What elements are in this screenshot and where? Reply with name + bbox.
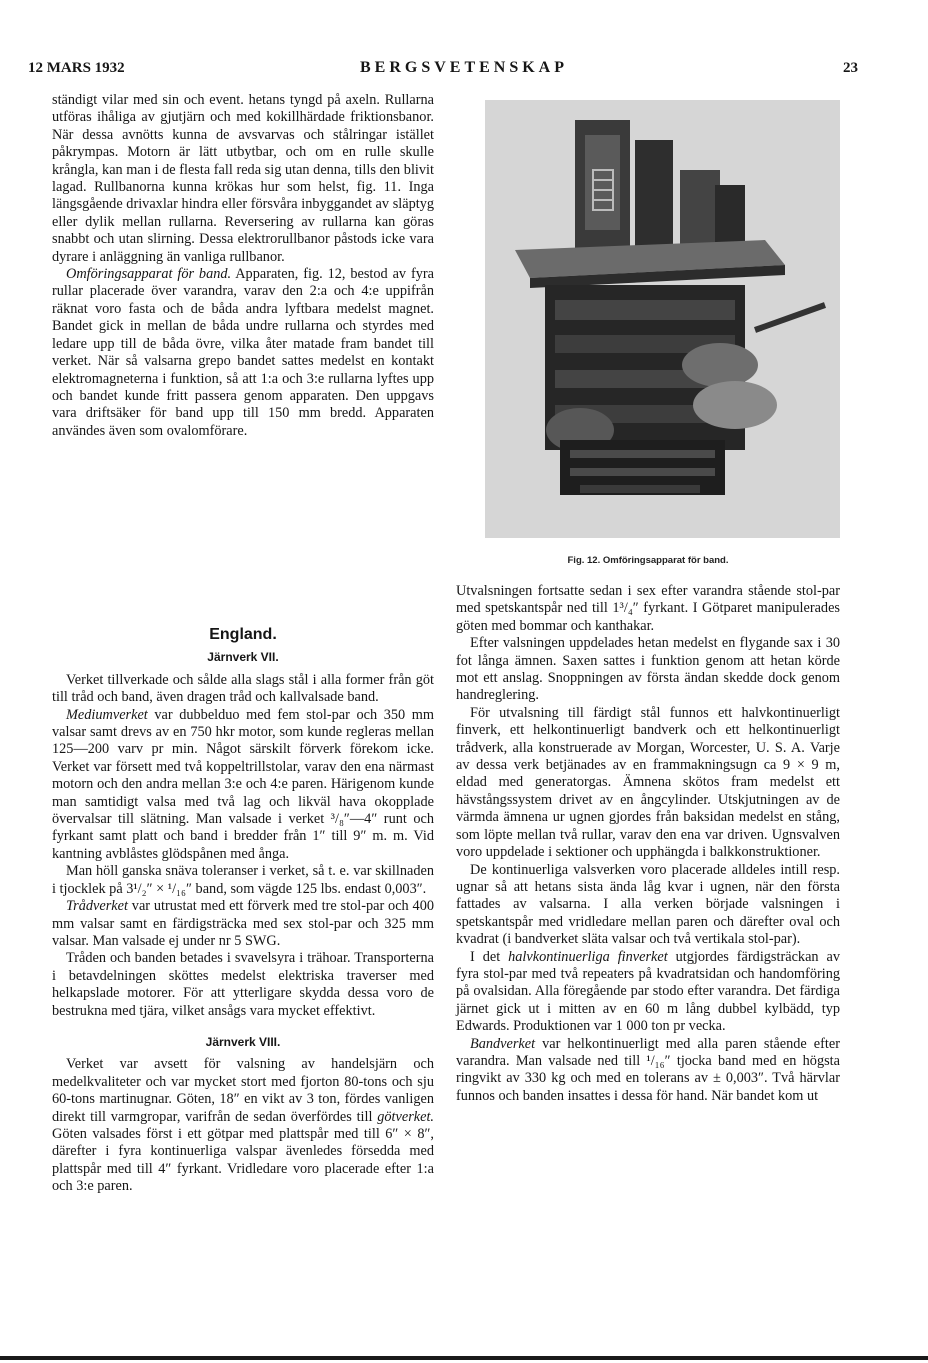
paragraph-text: I det	[470, 948, 509, 965]
section-heading-works: Järnverk VII.	[207, 650, 279, 665]
header-date: 12 MARS 1932	[28, 60, 125, 76]
paragraph: Tråden och banden betades i svavelsyra i trähoar. Transporterna i betavdelningen sköttes medelst elektriska traverser med helkapslade motorer. För att ytterligare skydda dessa voro de bestrukna med tjära, vilket ansågs vara mycket effektivt.	[52, 950, 434, 1019]
paragraph	[52, 707, 434, 864]
paragraph: Efter valsningen uppdelades hetan medelst en flygande sax i 30 fot långa ämnen. Saxen sattes i funktion genom att hetan körde mot ett anslag. Snoppningen av första ändan skedde dock genom handreglering.	[456, 635, 840, 704]
figure-caption: Fig. 12. Omföringsapparat för band.	[567, 555, 729, 566]
section-heading-country: England.	[209, 626, 277, 643]
paragraph-text: Verket var avsett för valsning av handelsjärn och medelkvaliteter och var mycket stort med fjorton 80-tons och sju 60-tons martinugnar. Göten, 18″ en vikt av 3 ton, fördes vanligen direkt till varmgropar, varifrån de sedan överfördes till	[52, 1056, 434, 1125]
run-in-heading: Trådverket	[66, 898, 128, 915]
run-in-heading: Bandverket	[470, 1035, 536, 1052]
page-number: 23	[843, 60, 858, 76]
bottom-rule	[0, 1356, 928, 1360]
paragraph: Verket tillverkade och sålde alla slags stål i alla former från göt till tråd och band, även dragen tråd och kallvalsade band.	[52, 671, 434, 706]
paragraph-text: var helkontinuerligt med alla paren stående efter varandra. Man valsade ned till ¹/₁₆″ tjocka band med en högsta ringvikt av 330 kg och med en tolerans av ± 0,003″. Två härvlar funnos och banden insattes i dessa för hand. När bandet kom ut	[456, 1035, 840, 1104]
figure-photo-transfer-apparatus	[485, 100, 840, 538]
machine-illustration	[485, 100, 840, 538]
paragraph	[52, 898, 434, 950]
paragraph: För utvalsning till färdigt stål funnos ett halvkontinuerligt finverk, ett helkontinuerligt bandverk och ett helkontinuerligt trådverk, alla konstruerade av Morgan, Worcester, U. S. A. Varje av dessa verk betjänades av en frammakningsugn ca 9 × 9 m, eldad med generatorgas. Ämnena skötos fram medelst ett hävstångssystem drivet av en ångcylinder. Utskjutningen av de värmda ämnena ur ugnen gjordes från baksidan medelst en stång, som löpte mellan två rullar, varav den ena var driven. Ugnsvalven voro uppdelade i sektioner och upphängda i balkkonstruktioner.	[456, 704, 840, 861]
left-column-lower	[52, 612, 434, 1196]
paragraph: ständigt vilar med sin och event. hetans tyngd på axeln. Rullarna utföras ihåliga av gjutjärn och med kokillhärdade friktionsbanor. När dessa avnötts kunna de avsvarvas och stålringar istället påkrympas. Motorn är lätt utbytbar, och om en rulle skulle krångla, kan man i de flesta fall reda sig utan denna, tills den blivit lagad. Rullbanorna kunna krökas hur som helst, fig. 11. Inga längsgående drivaxlar hindra eller försvåra inbyggandet av släptyg eller dylik mellan rullarna. Reversering av rullarna kan göras snabbt och utan slirning. Dessa elektrorullbanor påstods icke vara dyrare i anläggning än vanliga rullbanor.	[52, 92, 434, 265]
paragraph: De kontinuerliga valsverken voro placerade alldeles intill resp. ugnar så att hetans sista ända låg kvar i ugnen, när den första fattades av valsarna. I alla verken började valsningen i spetskantspår med vridledare mellan paren och därefter oval och kvadrat (i bandverket släta valsar och två vertikala stol-par).	[456, 861, 840, 948]
paragraph: Utvalsningen fortsatte sedan i sex efter varandra stående stol-par med spetskantspår ned till 1³/₄″ fyrkant. I Götparet manipulerades göten med bommar och kanthakar.	[456, 583, 840, 634]
right-column	[456, 583, 840, 1105]
paragraph	[52, 1056, 434, 1195]
paragraph-text: var utrustat med ett förverk med tre stol-par och 400 mm valsar samt en färdigsträcka med sex stol-par och 325 mm valsar. Man valsade ej under nr 5 SWG.	[52, 898, 434, 949]
italic-term: halvkontinuerliga finverket	[508, 948, 668, 965]
paragraph-text: var dubbelduo med fem stol-par och 350 mm valsar samt drevs av en 750 hkr motor, som kunde regleras mellan 125—200 varv pr min. Något särskilt förverk förekom icke. Verket var försett med två koppeltrillstolar, varav den ena närmast motorn och den andra mellan 3:e och 4:e paren. Härigenom kunde man samtidigt valsa med två lag och likväl hava okopplade övervalsar till slätning. Man valsade i verket ³/₈″—4″ runt och fyrkant samt platt och band i bredder från 1″ till 9″ m. m. Vid kantning avblåstes glödspånen med ånga.	[52, 706, 434, 862]
paragraph	[52, 266, 434, 440]
paragraph-text: utgjordes färdigsträckan av fyra stol-par med två repeaters på kvadratsidan och handomföring på ovalsidan. Alla föregående par stodo efter varandra. Det färdiga järnet gick ut i mitten av en 60 m lång dubbel kylbädd, typ Edwards. Produktionen var 1 000 ton pr vecka.	[456, 948, 840, 1035]
paragraph	[456, 949, 840, 1036]
paragraph	[456, 1036, 840, 1106]
journal-title: BERGSVETENSKAP	[359, 59, 569, 76]
paragraph-text: Apparaten, fig. 12, bestod av fyra rullar placerade över varandra, varav den 2:a och 4:e uppifrån räknat voro fasta och de båda andra lyftbara medelst magnet. Bandet gick in mellan de båda undre rullarna och styrdes med ledare upp till de båda övre, vilka åter matade fram bandet till verket. När så valsarna grepo bandet sattes medelst en kontakt elektromagneterna i funktion, så att 1:a och 3:e rullarna lyftes upp och bandet kunde fritt passera genom apparaten. Den uppgavs vara driftsäker för band upp till 150 mm bredd. Apparaten användes även som ovalomförare.	[52, 266, 435, 439]
section-heading-works: Järnverk VIII.	[205, 1034, 281, 1049]
paragraph-text: Göten valsades först i ett götpar med plattspår med till 6″ × 8″, därefter i fyra kontinuerliga valspar ävenledes försedda med plattspår med till 4″ fyrkant. Vridledare voro placerade efter 1:a och 3:e paren.	[52, 1125, 434, 1195]
left-column-top	[52, 92, 434, 440]
italic-term: götverket.	[377, 1108, 434, 1125]
run-in-heading: Omföringsapparat för band.	[66, 266, 232, 283]
run-in-heading: Mediumverket	[66, 706, 148, 723]
paragraph: Man höll ganska snäva toleranser i verket, så t. e. var skillnaden i tjocklek på 3¹/₂″ × ¹/₁₆″ band, som vägde 125 lbs. endast 0,003″.	[52, 863, 434, 897]
